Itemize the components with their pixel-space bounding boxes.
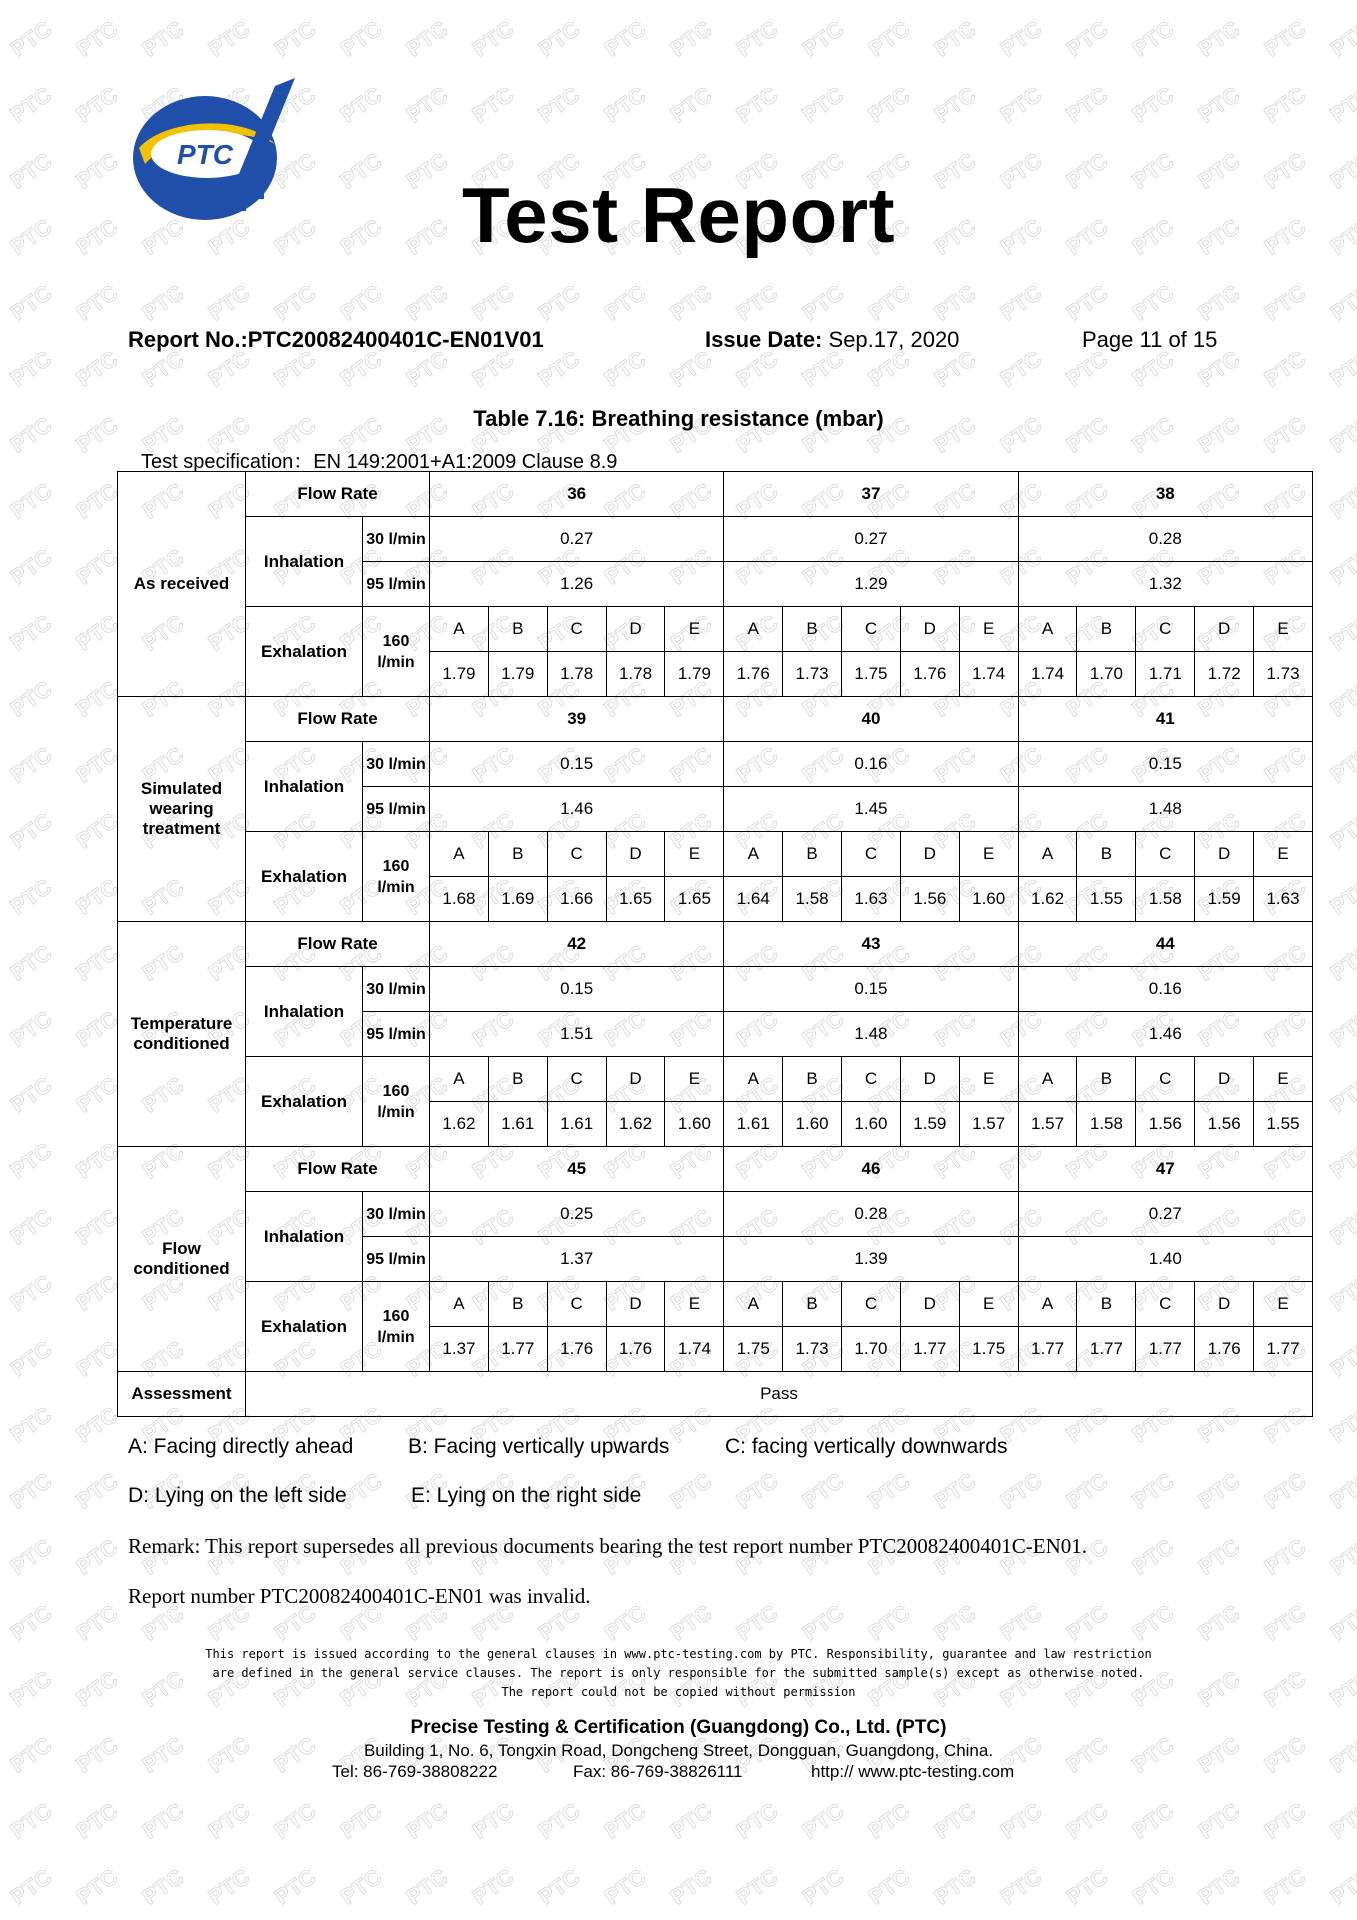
table-row xyxy=(118,922,1313,967)
company-fax: Fax: 86-769-38826111 xyxy=(573,1762,743,1781)
position-label: C xyxy=(1136,1282,1195,1327)
legend-d: D: Lying on the left side xyxy=(128,1484,347,1507)
remark-line-2: Report number PTC20082400401C-EN01 was invalid. xyxy=(128,1584,591,1608)
inhalation-30-value: 0.27 xyxy=(430,517,724,562)
position-label: E xyxy=(665,1057,724,1102)
position-label: D xyxy=(1195,1282,1254,1327)
position-label: E xyxy=(959,607,1018,652)
inhalation-30-value: 0.25 xyxy=(430,1192,724,1237)
remark-line-1: Remark: This report supersedes all previous documents bearing the test report number PTC20082400401C-EN01. xyxy=(128,1534,1088,1558)
inhalation-30-value: 0.16 xyxy=(1018,967,1312,1012)
position-label: D xyxy=(900,832,959,877)
position-label: E xyxy=(1254,1282,1313,1327)
exhalation-value: 1.75 xyxy=(842,652,901,697)
position-label: B xyxy=(783,607,842,652)
sample-id: 39 xyxy=(430,697,724,742)
flow-rate-label: Flow Rate xyxy=(246,472,430,517)
exhalation-value: 1.77 xyxy=(1077,1327,1136,1372)
exhalation-value: 1.79 xyxy=(488,652,547,697)
table-row xyxy=(118,742,1313,787)
position-label: D xyxy=(606,832,665,877)
exhalation-value: 1.66 xyxy=(547,877,606,922)
sample-id: 38 xyxy=(1018,472,1312,517)
sample-id: 44 xyxy=(1018,922,1312,967)
position-label: D xyxy=(900,1057,959,1102)
exhalation-value: 1.65 xyxy=(665,877,724,922)
exhalation-value: 1.58 xyxy=(1077,1102,1136,1147)
position-label: B xyxy=(783,1282,842,1327)
table-row xyxy=(118,967,1313,1012)
exhalation-value: 1.76 xyxy=(900,652,959,697)
position-label: C xyxy=(547,1282,606,1327)
exhalation-value: 1.77 xyxy=(1254,1327,1313,1372)
inhalation-95-value: 1.40 xyxy=(1018,1237,1312,1282)
exhalation-value: 1.71 xyxy=(1136,652,1195,697)
exhalation-value: 1.76 xyxy=(724,652,783,697)
flow-30-label: 30 l/min xyxy=(363,517,430,562)
exhalation-value: 1.76 xyxy=(1195,1327,1254,1372)
exhalation-value: 1.73 xyxy=(1254,652,1313,697)
position-label: C xyxy=(1136,607,1195,652)
exhalation-value: 1.60 xyxy=(783,1102,842,1147)
group-label: Temperature conditioned xyxy=(118,922,246,1147)
inhalation-95-value: 1.46 xyxy=(430,787,724,832)
exhalation-value: 1.55 xyxy=(1254,1102,1313,1147)
company-address: Building 1, No. 6, Tongxin Road, Dongcheng Street, Dongguan, Guangdong, China. xyxy=(363,1741,994,1760)
exhalation-value: 1.57 xyxy=(1018,1102,1077,1147)
inhalation-95-value: 1.46 xyxy=(1018,1012,1312,1057)
sample-id: 42 xyxy=(430,922,724,967)
exhalation-value: 1.73 xyxy=(783,652,842,697)
assessment-value: Pass xyxy=(246,1372,1313,1417)
position-label: E xyxy=(959,1282,1018,1327)
inhalation-95-value: 1.51 xyxy=(430,1012,724,1057)
position-label: A xyxy=(1018,1057,1077,1102)
inhalation-30-value: 0.15 xyxy=(1018,742,1312,787)
flow-160-label: 160 l/min xyxy=(363,1282,430,1372)
flow-rate-label: Flow Rate xyxy=(246,922,430,967)
inhalation-95-value: 1.29 xyxy=(724,562,1018,607)
inhalation-30-value: 0.15 xyxy=(430,742,724,787)
inhalation-95-value: 1.26 xyxy=(430,562,724,607)
inhalation-30-value: 0.28 xyxy=(724,1192,1018,1237)
table-row xyxy=(118,1192,1313,1237)
assessment-label: Assessment xyxy=(118,1372,246,1417)
position-label: D xyxy=(1195,832,1254,877)
position-label: D xyxy=(900,1282,959,1327)
exhalation-value: 1.60 xyxy=(959,877,1018,922)
table-row xyxy=(118,1282,1313,1327)
position-label: C xyxy=(547,1057,606,1102)
inhalation-label: Inhalation xyxy=(246,742,363,832)
position-label: C xyxy=(842,1057,901,1102)
inhalation-30-value: 0.16 xyxy=(724,742,1018,787)
table-row xyxy=(118,1372,1313,1417)
group-label: As received xyxy=(118,472,246,697)
exhalation-value: 1.74 xyxy=(959,652,1018,697)
exhalation-value: 1.77 xyxy=(488,1327,547,1372)
company-name: Precise Testing & Certification (Guangdong) Co., Ltd. (PTC) xyxy=(410,1717,947,1738)
exhalation-label: Exhalation xyxy=(246,607,363,697)
position-label: D xyxy=(1195,1057,1254,1102)
exhalation-value: 1.74 xyxy=(665,1327,724,1372)
sample-id: 37 xyxy=(724,472,1018,517)
flow-30-label: 30 l/min xyxy=(363,967,430,1012)
position-label: A xyxy=(430,1282,489,1327)
table-row xyxy=(118,1057,1313,1102)
exhalation-value: 1.62 xyxy=(606,1102,665,1147)
position-label: E xyxy=(665,607,724,652)
exhalation-value: 1.63 xyxy=(842,877,901,922)
inhalation-label: Inhalation xyxy=(246,967,363,1057)
page-title: Test Report xyxy=(461,171,896,259)
position-label: A xyxy=(430,1057,489,1102)
exhalation-value: 1.77 xyxy=(1136,1327,1195,1372)
position-label: A xyxy=(724,607,783,652)
exhalation-value: 1.72 xyxy=(1195,652,1254,697)
inhalation-30-value: 0.15 xyxy=(724,967,1018,1012)
flow-rate-label: Flow Rate xyxy=(246,1147,430,1192)
position-label: B xyxy=(488,1057,547,1102)
table-row xyxy=(118,697,1313,742)
position-label: E xyxy=(959,1057,1018,1102)
exhalation-label: Exhalation xyxy=(246,1057,363,1147)
position-label: A xyxy=(1018,607,1077,652)
flow-160-label: 160 l/min xyxy=(363,1057,430,1147)
exhalation-value: 1.37 xyxy=(430,1327,489,1372)
inhalation-95-value: 1.37 xyxy=(430,1237,724,1282)
position-label: E xyxy=(1254,607,1313,652)
issue-date: Issue Date: Sep.17, 2020 xyxy=(705,327,960,352)
group-label: Flow conditioned xyxy=(118,1147,246,1372)
exhalation-value: 1.64 xyxy=(724,877,783,922)
inhalation-30-value: 0.15 xyxy=(430,967,724,1012)
report-number: Report No.:PTC20082400401C-EN01V01 xyxy=(128,327,544,352)
exhalation-label: Exhalation xyxy=(246,832,363,922)
sample-id: 43 xyxy=(724,922,1018,967)
exhalation-value: 1.78 xyxy=(547,652,606,697)
table-row xyxy=(118,832,1313,877)
footer-fine-print-3: The report could not be copied without permission xyxy=(501,1685,856,1699)
table-row xyxy=(118,1147,1313,1192)
exhalation-value: 1.56 xyxy=(1195,1102,1254,1147)
position-label: E xyxy=(959,832,1018,877)
position-label: B xyxy=(1077,1057,1136,1102)
legend-b: B: Facing vertically upwards xyxy=(408,1435,670,1458)
company-tel: Tel: 86-769-38808222 xyxy=(332,1762,498,1781)
table-title: Table 7.16: Breathing resistance (mbar) xyxy=(473,406,884,431)
sample-id: 40 xyxy=(724,697,1018,742)
exhalation-value: 1.59 xyxy=(900,1102,959,1147)
exhalation-value: 1.79 xyxy=(665,652,724,697)
sample-id: 47 xyxy=(1018,1147,1312,1192)
legend-a: A: Facing directly ahead xyxy=(128,1435,354,1458)
test-specification: Test specification：EN 149:2001+A1:2009 Clause 8.9 xyxy=(141,451,618,473)
legend-c: C: facing vertically downwards xyxy=(725,1435,1008,1458)
exhalation-value: 1.55 xyxy=(1077,877,1136,922)
exhalation-value: 1.65 xyxy=(606,877,665,922)
exhalation-value: 1.70 xyxy=(842,1327,901,1372)
position-label: B xyxy=(783,1057,842,1102)
position-label: B xyxy=(488,832,547,877)
exhalation-value: 1.70 xyxy=(1077,652,1136,697)
inhalation-30-value: 0.28 xyxy=(1018,517,1312,562)
inhalation-95-value: 1.48 xyxy=(1018,787,1312,832)
exhalation-value: 1.62 xyxy=(430,1102,489,1147)
exhalation-value: 1.56 xyxy=(900,877,959,922)
exhalation-value: 1.77 xyxy=(900,1327,959,1372)
position-label: D xyxy=(606,1057,665,1102)
table-row xyxy=(118,607,1313,652)
inhalation-30-value: 0.27 xyxy=(1018,1192,1312,1237)
table-row xyxy=(118,472,1313,517)
inhalation-label: Inhalation xyxy=(246,1192,363,1282)
position-label: C xyxy=(842,1282,901,1327)
group-label: Simulated wearing treatment xyxy=(118,697,246,922)
exhalation-value: 1.75 xyxy=(724,1327,783,1372)
sample-id: 45 xyxy=(430,1147,724,1192)
exhalation-value: 1.75 xyxy=(959,1327,1018,1372)
exhalation-value: 1.58 xyxy=(1136,877,1195,922)
exhalation-value: 1.76 xyxy=(547,1327,606,1372)
position-label: D xyxy=(1195,607,1254,652)
exhalation-value: 1.61 xyxy=(488,1102,547,1147)
inhalation-95-value: 1.32 xyxy=(1018,562,1312,607)
position-label: B xyxy=(488,607,547,652)
position-label: B xyxy=(783,832,842,877)
exhalation-value: 1.76 xyxy=(606,1327,665,1372)
flow-160-label: 160 l/min xyxy=(363,607,430,697)
flow-95-label: 95 l/min xyxy=(363,787,430,832)
exhalation-value: 1.60 xyxy=(842,1102,901,1147)
exhalation-value: 1.63 xyxy=(1254,877,1313,922)
exhalation-value: 1.79 xyxy=(430,652,489,697)
position-label: C xyxy=(1136,832,1195,877)
position-label: E xyxy=(665,1282,724,1327)
position-label: A xyxy=(1018,832,1077,877)
flow-30-label: 30 l/min xyxy=(363,1192,430,1237)
exhalation-value: 1.78 xyxy=(606,652,665,697)
flow-160-label: 160 l/min xyxy=(363,832,430,922)
position-label: C xyxy=(842,607,901,652)
exhalation-value: 1.77 xyxy=(1018,1327,1077,1372)
position-label: E xyxy=(1254,832,1313,877)
exhalation-value: 1.59 xyxy=(1195,877,1254,922)
position-label: D xyxy=(606,1282,665,1327)
position-label: A xyxy=(724,1057,783,1102)
exhalation-value: 1.61 xyxy=(547,1102,606,1147)
position-label: B xyxy=(1077,1282,1136,1327)
position-label: D xyxy=(606,607,665,652)
exhalation-value: 1.61 xyxy=(724,1102,783,1147)
position-label: C xyxy=(1136,1057,1195,1102)
page-number: Page 11 of 15 xyxy=(1082,327,1218,352)
logo-text: PTC xyxy=(177,139,233,170)
position-label: C xyxy=(842,832,901,877)
position-label: E xyxy=(665,832,724,877)
position-label: B xyxy=(1077,607,1136,652)
position-label: C xyxy=(547,607,606,652)
exhalation-label: Exhalation xyxy=(246,1282,363,1372)
footer-fine-print-1: This report is issued according to the general clauses in www.ptc-testing.com by PTC. Responsibility, guarantee and law restriction xyxy=(205,1647,1152,1661)
position-label: A xyxy=(430,832,489,877)
sample-id: 46 xyxy=(724,1147,1018,1192)
position-label: A xyxy=(1018,1282,1077,1327)
flow-30-label: 30 l/min xyxy=(363,742,430,787)
flow-95-label: 95 l/min xyxy=(363,1237,430,1282)
breathing-resistance-table xyxy=(117,471,1313,1417)
flow-rate-label: Flow Rate xyxy=(246,697,430,742)
exhalation-value: 1.58 xyxy=(783,877,842,922)
legend-e: E: Lying on the right side xyxy=(411,1484,642,1507)
position-label: C xyxy=(547,832,606,877)
exhalation-value: 1.57 xyxy=(959,1102,1018,1147)
sample-id: 36 xyxy=(430,472,724,517)
sample-id: 41 xyxy=(1018,697,1312,742)
inhalation-95-value: 1.45 xyxy=(724,787,1018,832)
position-label: E xyxy=(1254,1057,1313,1102)
exhalation-value: 1.68 xyxy=(430,877,489,922)
exhalation-value: 1.73 xyxy=(783,1327,842,1372)
position-label: B xyxy=(1077,832,1136,877)
position-label: D xyxy=(900,607,959,652)
flow-95-label: 95 l/min xyxy=(363,1012,430,1057)
inhalation-label: Inhalation xyxy=(246,517,363,607)
company-website[interactable]: http:// www.ptc-testing.com xyxy=(811,1762,1015,1781)
position-label: A xyxy=(724,832,783,877)
exhalation-value: 1.56 xyxy=(1136,1102,1195,1147)
position-label: A xyxy=(724,1282,783,1327)
inhalation-30-value: 0.27 xyxy=(724,517,1018,562)
position-label: B xyxy=(488,1282,547,1327)
flow-95-label: 95 l/min xyxy=(363,562,430,607)
inhalation-95-value: 1.48 xyxy=(724,1012,1018,1057)
position-label: A xyxy=(430,607,489,652)
table-row xyxy=(118,517,1313,562)
exhalation-value: 1.62 xyxy=(1018,877,1077,922)
exhalation-value: 1.60 xyxy=(665,1102,724,1147)
exhalation-value: 1.74 xyxy=(1018,652,1077,697)
footer-fine-print-2: are defined in the general service clauses. The report is only responsible for the submitted sample(s) except as otherwise noted. xyxy=(212,1666,1145,1680)
inhalation-95-value: 1.39 xyxy=(724,1237,1018,1282)
exhalation-value: 1.69 xyxy=(488,877,547,922)
